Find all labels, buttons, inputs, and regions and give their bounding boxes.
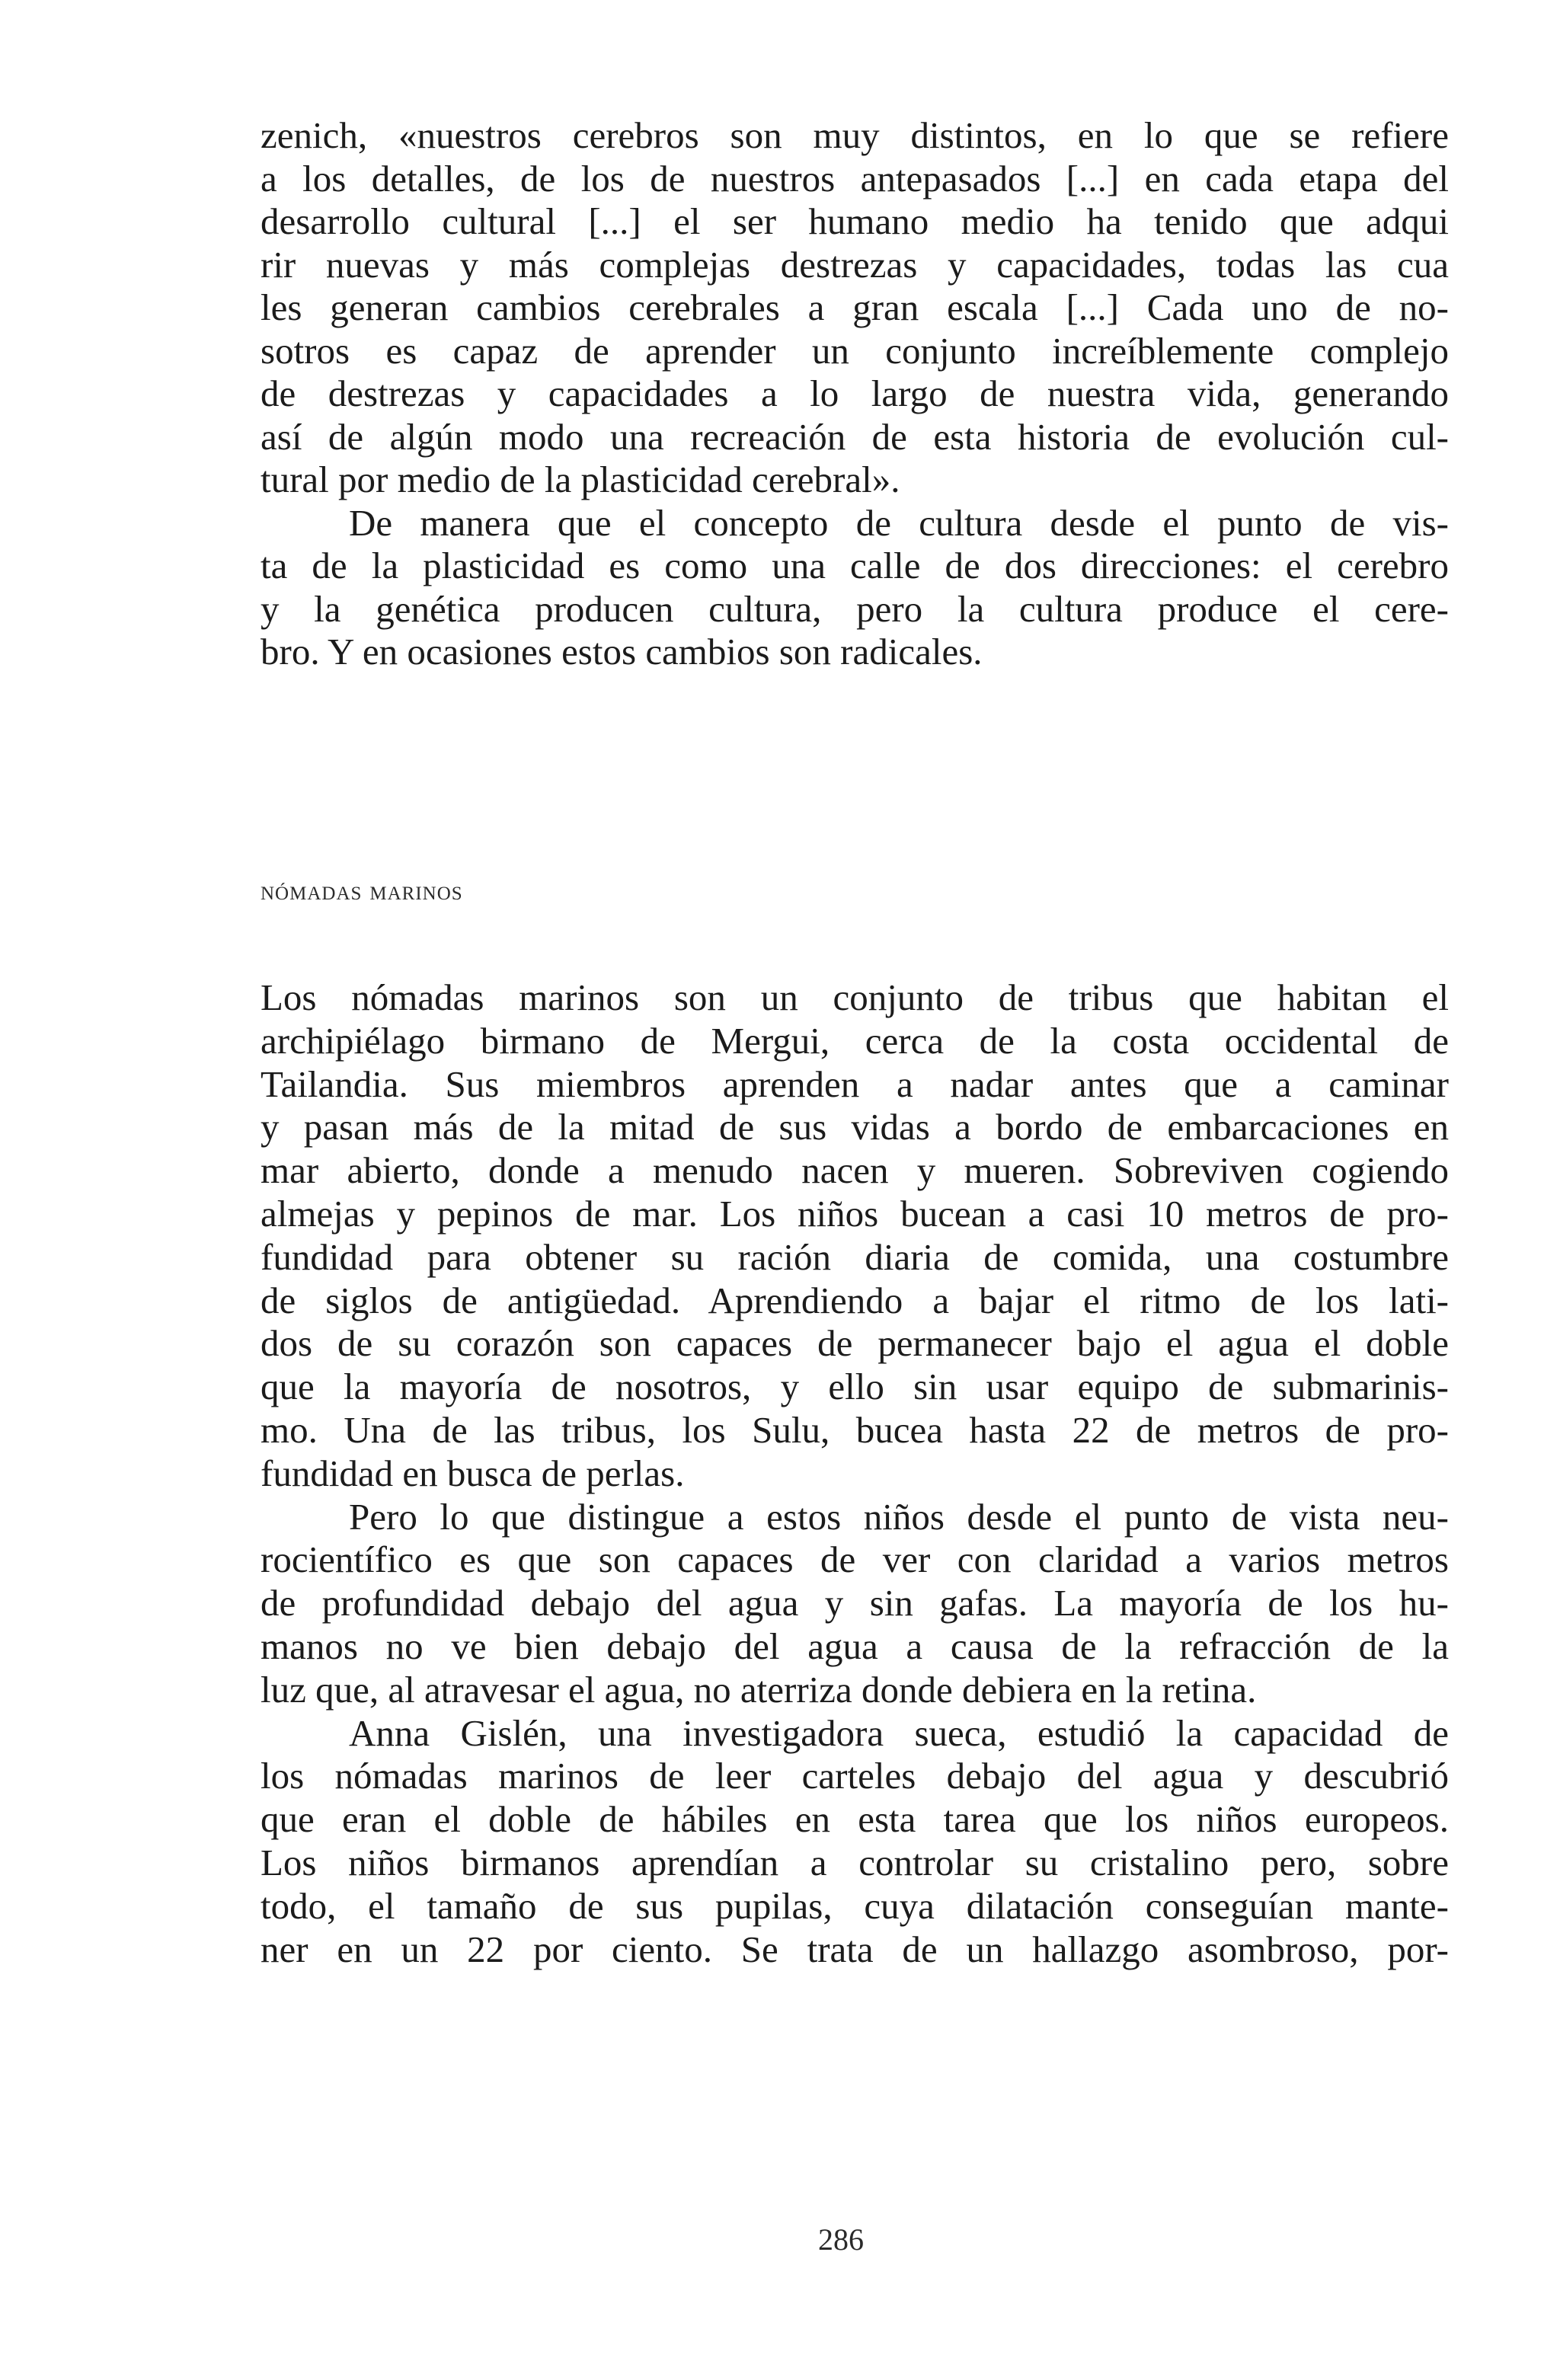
text-line: a los detalles, de los de nuestros antepasados [...] en cada etapa del <box>261 157 1449 200</box>
text-line: dos de su corazón son capaces de permanecer bajo el agua el doble <box>261 1322 1449 1365</box>
text-line: almejas y pepinos de mar. Los niños bucean a casi 10 metros de pro- <box>261 1192 1449 1235</box>
text-line: luz que, al atravesar el agua, no aterriza donde debiera en la retina. <box>261 1668 1257 1711</box>
text-line: bro. Y en ocasiones estos cambios son radicales. <box>261 631 983 672</box>
text-line: les generan cambios cerebrales a gran escala [...] Cada uno de no- <box>261 286 1449 328</box>
text-line: fundidad en busca de perlas. <box>261 1452 685 1494</box>
section-body <box>261 976 1449 1971</box>
text-line: mo. Una de las tribus, los Sulu, bucea hasta 22 de metros de pro- <box>261 1408 1449 1451</box>
paragraph <box>261 976 1449 1496</box>
text-line: Los nómadas marinos son un conjunto de tribus que habitan el <box>261 976 1449 1018</box>
text-line: fundidad para obtener su ración diaria de comida, una costumbre <box>261 1235 1449 1278</box>
text-line: todo, el tamaño de sus pupilas, cuya dilatación conseguían mante- <box>261 1884 1449 1927</box>
text-line: zenich, «nuestros cerebros son muy distintos, en lo que se refiere <box>261 114 1449 156</box>
text-line: Pero lo que distingue a estos niños desde el punto de vista neu- <box>349 1495 1449 1538</box>
paragraph <box>261 502 1449 674</box>
text-line: rocientífico es que son capaces de ver con claridad a varios metros <box>261 1538 1449 1581</box>
continued-paragraph <box>261 114 1449 502</box>
text-line: tural por medio de la plasticidad cerebral». <box>261 458 900 500</box>
text-line: los nómadas marinos de leer carteles debajo del agua y descubrió <box>261 1755 1449 1797</box>
text-line: Tailandia. Sus miembros aprenden a nadar antes que a caminar <box>261 1062 1449 1105</box>
text-line: De manera que el concepto de cultura desde el punto de vis- <box>349 501 1449 544</box>
text-line: y la genética producen cultura, pero la cultura produce el cere- <box>261 587 1449 630</box>
top-text-block <box>261 114 1449 674</box>
text-line: de siglos de antigüedad. Aprendiendo a bajar el ritmo de los lati- <box>261 1279 1449 1321</box>
page-number: 286 <box>818 2222 864 2257</box>
text-line: Los niños birmanos aprendían a controlar su cristalino pero, sobre <box>261 1841 1449 1883</box>
text-line: rir nuevas y más complejas destrezas y capacidades, todas las cua <box>261 243 1449 286</box>
paragraph <box>261 1712 1449 1972</box>
text-line: Anna Gislén, una investigadora sueca, estudió la capacidad de <box>349 1711 1449 1754</box>
text-line: que eran el doble de hábiles en esta tarea que los niños europeos. <box>261 1798 1449 1841</box>
text-line: sotros es capaz de aprender un conjunto increíblemente complejo <box>261 329 1449 372</box>
text-line: así de algún modo una recreación de esta historia de evolución cul- <box>261 415 1449 458</box>
text-line: desarrollo cultural [...] el ser humano medio ha tenido que adqui <box>261 200 1449 242</box>
text-line: archipiélago birmano de Mergui, cerca de la costa occidental de <box>261 1019 1449 1062</box>
section-heading: nómadas marinos <box>261 875 463 906</box>
text-line: que la mayoría de nosotros, y ello sin usar equipo de submarinis- <box>261 1366 1449 1408</box>
text-line: ta de la plasticidad es como una calle de dos direcciones: el cerebro <box>261 545 1449 586</box>
text-line: de profundidad debajo del agua y sin gafas. La mayoría de los hu- <box>261 1582 1449 1624</box>
paragraph <box>261 1496 1449 1712</box>
text-line: manos no ve bien debajo del agua a causa de la refracción de la <box>261 1624 1449 1667</box>
text-line: mar abierto, donde a menudo nacen y mueren. Sobreviven cogiendo <box>261 1149 1449 1192</box>
text-line: ner en un 22 por ciento. Se trata de un hallazgo asombroso, por- <box>261 1928 1449 1970</box>
text-line: y pasan más de la mitad de sus vidas a bordo de embarcaciones en <box>261 1106 1449 1148</box>
text-line: de destrezas y capacidades a lo largo de nuestra vida, generando <box>261 372 1449 414</box>
